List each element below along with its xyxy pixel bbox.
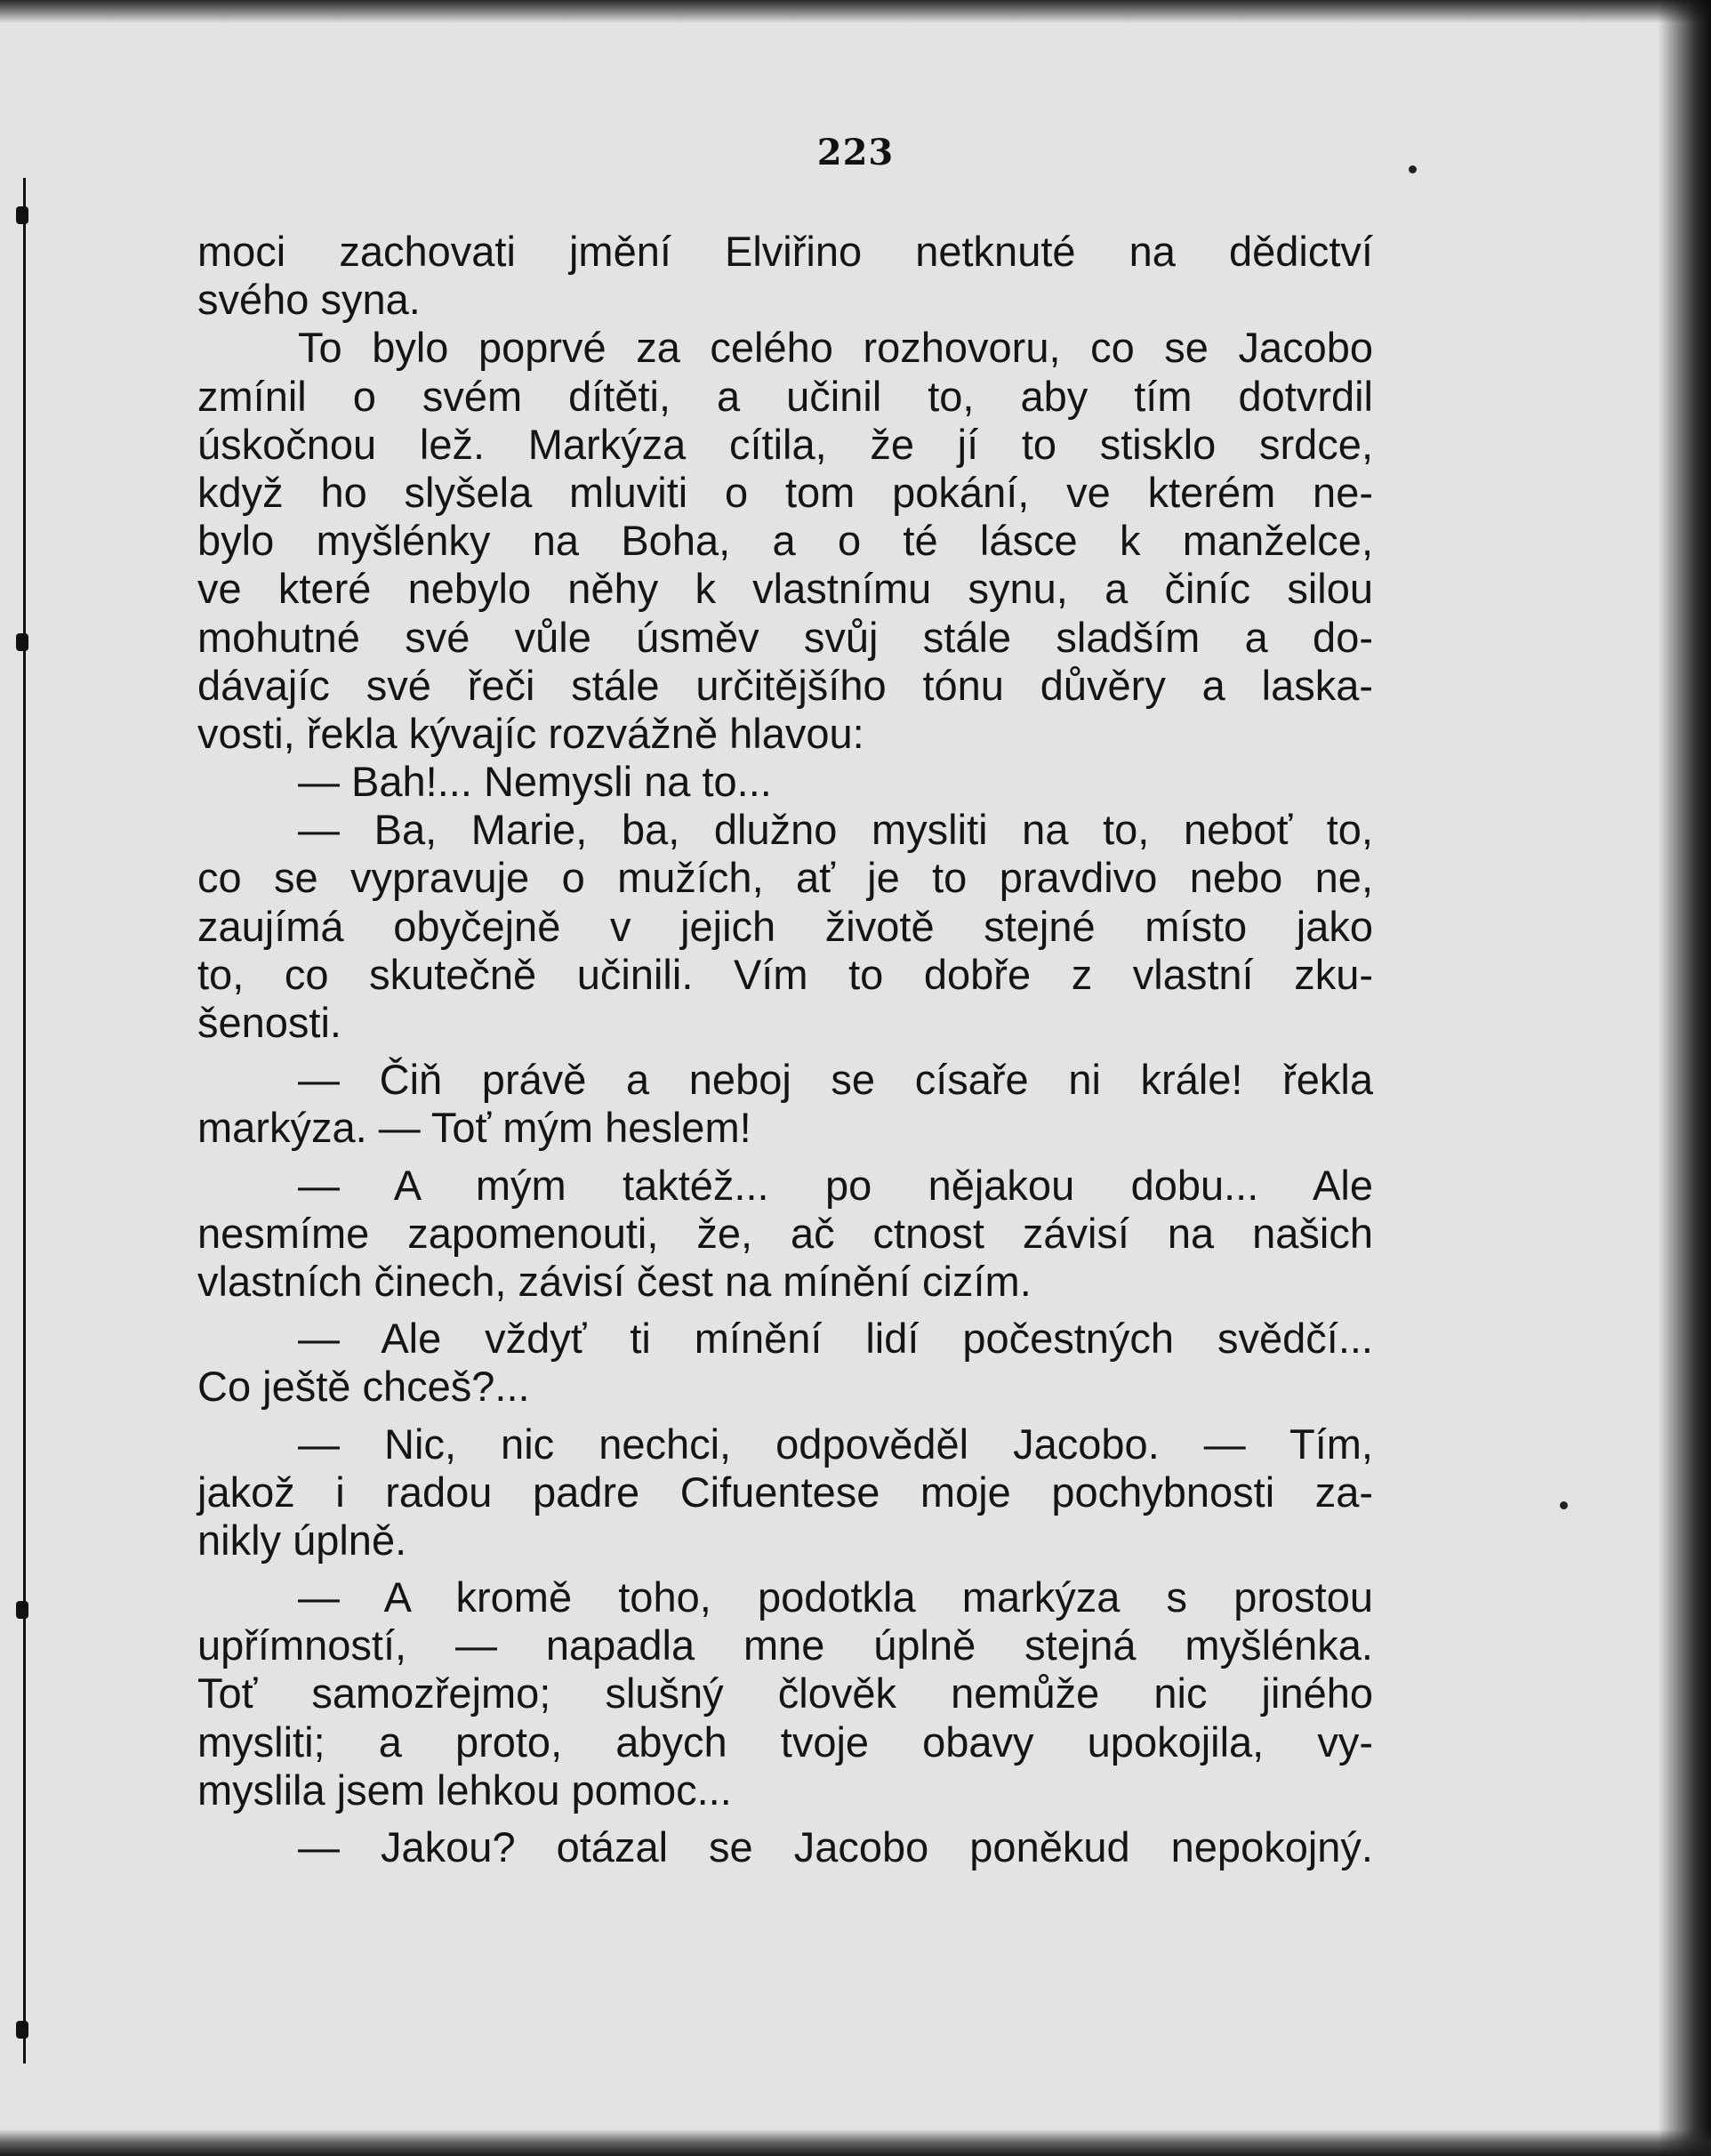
binding-mark xyxy=(16,633,28,651)
ink-speck xyxy=(1560,1501,1568,1509)
text-line: vosti, řekla kývajíc rozvážně hlavou: xyxy=(197,709,864,757)
text-line: Co ještě chceš?... xyxy=(197,1363,530,1411)
text-line: zaujímá obyčejně v jejich životě stejné místo jako xyxy=(197,902,1373,950)
text-line: moci zachovati jmění Elviřino netknuté na dědictví xyxy=(197,228,1373,275)
text-line: svého syna. xyxy=(197,276,421,324)
text-line: nesmíme zapomenouti, že, ač ctnost závisí na našich xyxy=(197,1209,1373,1257)
top-shadow xyxy=(0,0,1711,23)
text-line: markýza. — Toť mým heslem! xyxy=(197,1104,751,1152)
text-line: — Bah!... Nemysli na to... xyxy=(298,758,772,806)
bottom-shadow xyxy=(0,2129,1711,2156)
text-line: — Jakou? otázal se Jacobo poněkud nepokojný. xyxy=(298,1823,1373,1870)
text-line: — Nic, nic nechci, odpověděl Jacobo. — Tím, xyxy=(298,1420,1373,1468)
binding-edge xyxy=(23,178,26,2063)
text-line: Toť samozřejmo; slušný člověk nemůže nic jiného xyxy=(197,1669,1373,1718)
text-line: — Ale vždyť ti mínění lidí počestných svědčí... xyxy=(298,1315,1373,1363)
text-line: jakož i radou padre Cifuentese moje pochybnosti za- xyxy=(197,1468,1373,1516)
text-line: To bylo poprvé za celého rozhovoru, co se Jacobo xyxy=(298,324,1373,372)
text-line: vlastních činech, závisí čest na mínění cizím. xyxy=(197,1257,1032,1305)
text-line: upřímností, — napadla mne úplně stejná myšlénka. xyxy=(197,1621,1373,1669)
text-line: — A kromě toho, podotkla markýza s prostou xyxy=(298,1573,1373,1621)
text-line: zmínil o svém dítěti, a učinil to, aby tím dotvrdil xyxy=(197,372,1373,420)
binding-mark xyxy=(16,206,28,224)
page-number: 223 xyxy=(816,132,895,173)
body-text xyxy=(197,228,1373,1871)
text-line: to, co skutečně učinili. Vím to dobře z vlastní zku- xyxy=(197,950,1373,998)
text-line: nikly úplně. xyxy=(197,1516,407,1564)
right-shadow xyxy=(1658,0,1711,2156)
text-line: šenosti. xyxy=(197,999,341,1046)
text-line: mohutné své vůle úsměv svůj stále sladším a do- xyxy=(197,613,1373,661)
text-line: mysliti; a proto, abych tvoje obavy upokojila, vy- xyxy=(197,1718,1373,1766)
text-line: ve které nebylo něhy k vlastnímu synu, a činíc silou xyxy=(197,565,1373,613)
text-line: co se vypravuje o mužích, ať je to pravdivo nebo ne, xyxy=(197,854,1373,902)
text-line: — Čiň právě a neboj se císaře ni krále! řekla xyxy=(298,1056,1373,1104)
text-line: dávajíc své řeči stále určitějšího tónu důvěry a laska- xyxy=(197,661,1373,709)
text-line: když ho slyšela mluviti o tom pokání, ve kterém ne- xyxy=(197,468,1373,516)
text-line: — A mým taktéž... po nějakou dobu... Ale xyxy=(298,1161,1373,1209)
text-line: bylo myšlénky na Boha, a o té lásce k manželce, xyxy=(197,517,1373,565)
text-line: úskočnou lež. Markýza cítila, že jí to stisklo srdce, xyxy=(197,420,1373,468)
text-line: — Ba, Marie, ba, dlužno mysliti na to, neboť to, xyxy=(298,806,1373,854)
binding-mark xyxy=(16,1601,28,1619)
text-line: myslila jsem lehkou pomoc... xyxy=(197,1766,732,1814)
binding-mark xyxy=(16,2021,28,2039)
